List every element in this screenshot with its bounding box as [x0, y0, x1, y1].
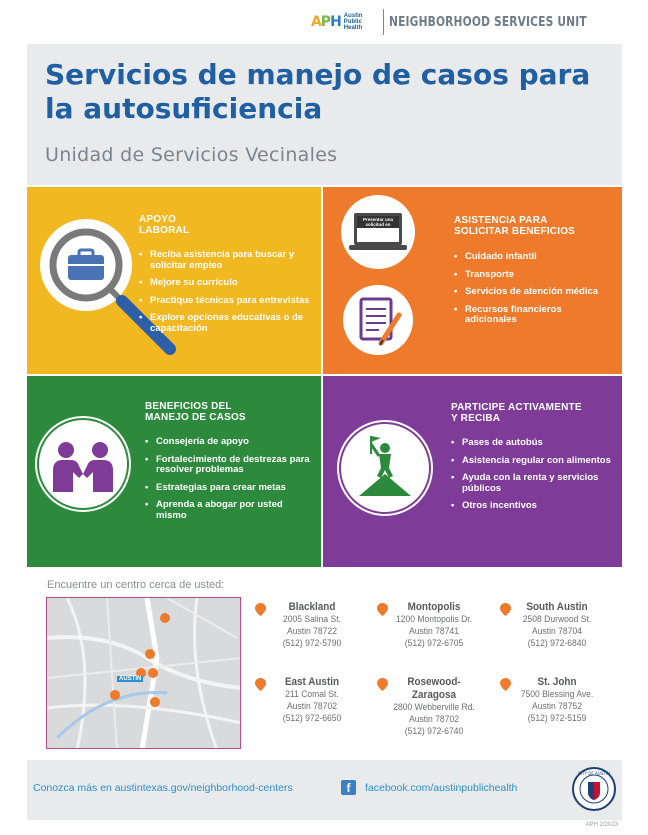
panel-case-management-heading: BENEFICIOS DEL MANEJO DE CASOS	[145, 401, 246, 423]
list-item: • Cuidado infantil	[454, 252, 614, 263]
location-south-austin: South Austin 2508 Durwood St. Austin 78704 (512) 972-6840	[502, 601, 612, 650]
panel-case-management	[27, 376, 321, 567]
map-label: AUSTIN	[119, 676, 142, 682]
list-item: • Explore opciones educativas o de capacitación	[139, 313, 314, 334]
panel-participate	[323, 376, 622, 567]
list-item: • Practique técnicas para entrevistas	[139, 296, 314, 307]
location-blackland: Blackland 2005 Salina St. Austin 78722 (512) 972-5790	[257, 601, 367, 650]
aph-logo-text: Austin Public Health	[343, 13, 363, 31]
list-item: • Ayuda con la renta y servicios públicos	[451, 473, 616, 494]
list-item: • Pases de autobús	[451, 438, 616, 449]
page-subtitle: Unidad de Servicios Vecinales	[45, 144, 338, 166]
list-item: • Fortalecimiento de destrezas para resolver problemas	[145, 455, 315, 476]
location-east-austin: East Austin 211 Comal St. Austin 78702 (512) 972-6650	[257, 676, 367, 725]
learn-more-link[interactable]: Conozca más en austintexas.gov/neighborhood-centers	[33, 782, 293, 794]
location-montopolis: Montopolis 1200 Montopolis Dr. Austin 78741 (512) 972-6705	[379, 601, 489, 650]
laptop-text: Presentar una solicitud en línea	[362, 217, 393, 232]
list-item: • Recursos financieros adicionales	[454, 305, 614, 326]
panel-benefits-heading: ASISTENCIA PARA SOLICITAR BENEFICIOS	[454, 215, 576, 237]
mountain-flag-drawing	[341, 424, 429, 512]
laptop-drawing	[341, 195, 415, 269]
panel-participate-heading: PARTICIPE ACTIVAMENTE Y RECIBA	[451, 402, 582, 424]
city-seal-text: CITY OF AUSTIN	[578, 771, 610, 776]
title-band	[27, 44, 622, 185]
location-st-john: St. John 7500 Blessing Ave. Austin 78752 (512) 972-5159	[502, 676, 612, 725]
panel-benefits-list	[454, 252, 614, 326]
city-seal-icon	[572, 767, 616, 811]
header-divider	[383, 9, 384, 35]
panel-benefits	[323, 187, 622, 374]
panel-employment-heading: APOYO LABORAL	[139, 214, 190, 236]
footer	[27, 760, 622, 820]
map-roads	[47, 598, 241, 749]
list-item: • Aprenda a abogar por usted mismo	[145, 500, 315, 521]
page-title: Servicios de manejo de casos para la autosuficiencia	[45, 58, 591, 125]
panel-employment	[27, 187, 321, 374]
unit-name: NEIGHBORHOOD SERVICES UNIT	[388, 14, 587, 30]
panel-employment-list	[139, 250, 314, 334]
list-item: • Transporte	[454, 270, 614, 281]
location-map[interactable]	[46, 597, 241, 749]
facebook-link[interactable]: facebook.com/austinpublichealth	[365, 782, 518, 794]
panel-participate-list	[451, 438, 616, 512]
locator-title: Encuentre un centro cerca de usted:	[47, 579, 225, 591]
handshake-drawing	[39, 420, 127, 508]
page-header	[311, 6, 630, 38]
list-item: • Servicios de atención médica	[454, 287, 614, 298]
panel-case-management-list	[145, 437, 315, 521]
location-rosewood-zaragosa: Rosewood- Zaragosa 2800 Webberville Rd. Austin 78702 (512) 972-6740	[379, 676, 489, 738]
aph-logo	[311, 13, 372, 31]
list-item: • Otros incentivos	[451, 501, 616, 512]
form-drawing	[343, 285, 413, 355]
list-item: • Estrategias para crear metas	[145, 483, 315, 494]
list-item: • Mejore su currículo	[139, 278, 314, 289]
list-item: • Reciba asistencia para buscar y solicitar empleo	[139, 250, 314, 271]
facebook-icon[interactable]: f	[341, 780, 356, 795]
document-code: APH 2/2023	[585, 822, 618, 828]
list-item: • Asistencia regular con alimentos	[451, 456, 616, 467]
list-item: • Consejería de apoyo	[145, 437, 315, 448]
aph-logo-mark: APH	[310, 14, 341, 30]
